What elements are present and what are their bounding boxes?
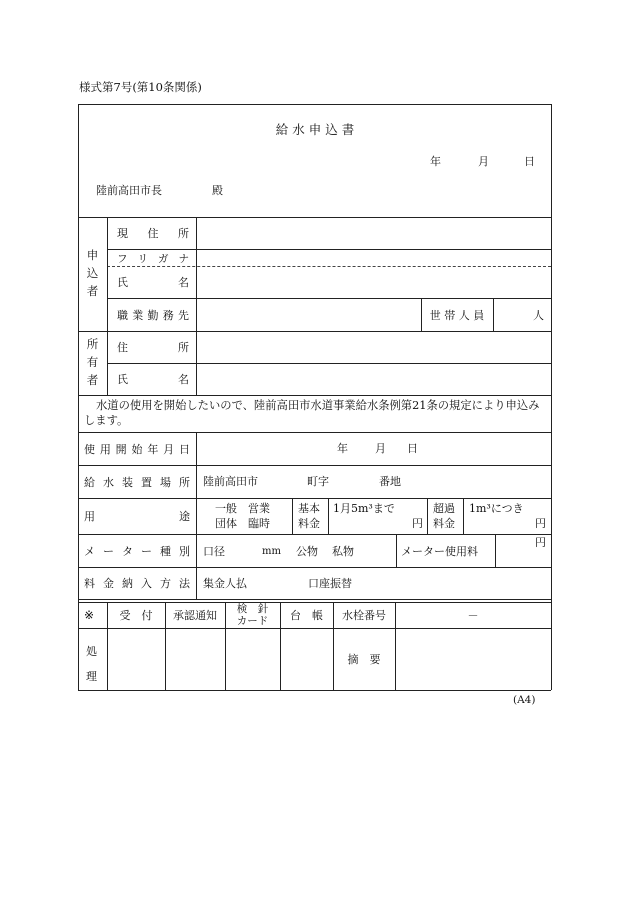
meter-type-label — [84, 534, 190, 567]
text: ー — [141, 544, 152, 558]
text: 氏 — [117, 373, 128, 386]
divider — [396, 534, 397, 567]
text: 住 — [117, 341, 128, 354]
owner-name-label — [117, 363, 189, 395]
text: 方 — [160, 577, 171, 590]
applicant-address-label — [117, 217, 189, 249]
divider — [78, 599, 551, 600]
frame-top-border — [78, 104, 551, 105]
payment-transfer-option[interactable]: 口座振替 — [308, 577, 352, 590]
text: フ — [117, 252, 128, 265]
date-year-label: 年 — [430, 155, 441, 168]
text: 料 — [84, 577, 95, 590]
frame-bottom-border — [78, 690, 551, 691]
text: 納 — [122, 577, 133, 590]
excess-fee-yen: 円 — [535, 517, 546, 530]
text: 込 — [86, 266, 99, 281]
basic-fee-label-1: 基本 — [298, 502, 320, 515]
text: 業 — [132, 308, 144, 322]
text: ナ — [178, 252, 189, 265]
processing-side-2: 理 — [86, 670, 97, 683]
owner-address-label — [117, 331, 189, 363]
divider — [78, 395, 551, 396]
processing-side-1: 処 — [86, 645, 97, 658]
text: 名 — [178, 276, 189, 289]
text: 者 — [86, 283, 99, 298]
payment-collector-option[interactable]: 集金人払 — [203, 577, 247, 590]
meter-caliber-label: 口径 — [203, 545, 225, 558]
excess-fee-label-1: 超過 — [433, 502, 455, 515]
owner-group-label — [78, 331, 107, 395]
text: 給 — [84, 475, 95, 489]
basic-fee-amount: 1月5m³まで — [333, 502, 395, 515]
applicant-name-label — [117, 266, 189, 298]
divider — [328, 498, 329, 534]
text: 申 — [86, 248, 99, 263]
start-date-year: 年 — [337, 442, 348, 455]
text: 現 — [117, 227, 128, 240]
text: 使 — [84, 442, 95, 456]
usage-type-row-2[interactable]: 団体 臨時 — [215, 517, 270, 530]
text: 住 — [147, 227, 159, 240]
approval-notice-header: 承認通知 — [173, 609, 217, 622]
text: 者 — [86, 372, 99, 387]
meter-caliber-unit: mm — [262, 546, 281, 557]
meter-card-header-2: カード — [236, 615, 269, 627]
applicant-furigana-label — [117, 250, 189, 266]
addressee-mayor: 陸前高田市長 — [96, 184, 162, 197]
text: 用 — [99, 442, 111, 456]
paper-size-note: (A4) — [513, 694, 536, 706]
text: 始 — [131, 442, 143, 456]
form-number: 様式第7号(第10条関係) — [79, 80, 202, 94]
applicant-name-field[interactable] — [197, 267, 550, 297]
text: 所 — [86, 337, 99, 352]
owner-address-field[interactable] — [197, 332, 550, 362]
text: リ — [137, 252, 148, 265]
text: 氏 — [117, 276, 128, 289]
text: 入 — [141, 577, 152, 590]
household-size-label: 世 帯 人 員 — [429, 308, 485, 322]
payment-method-label — [84, 567, 190, 599]
text: 途 — [179, 510, 190, 523]
location-city: 陸前高田市 — [203, 475, 258, 488]
frame-right-border — [551, 104, 552, 690]
text: 開 — [115, 442, 127, 456]
text: 所 — [179, 475, 190, 489]
household-size-field[interactable] — [494, 299, 550, 330]
meter-fee-label: メーター使用料 — [401, 545, 478, 558]
text: 務 — [162, 308, 174, 322]
divider — [495, 534, 496, 567]
text: 所 — [178, 341, 189, 354]
applicant-workplace-field[interactable] — [197, 299, 420, 330]
text: 種 — [160, 544, 171, 558]
meter-fee-yen: 円 — [535, 536, 546, 549]
meter-private-option[interactable]: 私物 — [332, 545, 354, 558]
location-field[interactable] — [197, 466, 550, 497]
applicant-furigana-field[interactable] — [197, 250, 550, 265]
location-lot: 番地 — [379, 475, 401, 488]
text: 場 — [160, 475, 171, 489]
date-day-label: 日 — [524, 155, 535, 168]
excess-fee-label-2: 料金 — [433, 517, 455, 530]
divider — [107, 217, 108, 395]
household-unit: 人 — [533, 308, 544, 322]
text: 装 — [122, 475, 133, 489]
applicant-address-field[interactable] — [197, 218, 550, 248]
divider — [463, 498, 464, 534]
applicant-group-label — [78, 217, 107, 331]
usage-type-row-1[interactable]: 一般 営業 — [215, 502, 270, 515]
text: 法 — [179, 577, 190, 590]
addressee-honorific: 殿 — [212, 184, 223, 197]
location-town: 町字 — [307, 475, 329, 488]
text: 有 — [86, 355, 99, 370]
text: 置 — [141, 475, 152, 489]
excess-fee-amount: 1m³につき — [469, 502, 524, 515]
basic-fee-yen: 円 — [412, 517, 423, 530]
applicant-workplace-label — [117, 298, 189, 331]
usage-label — [84, 498, 190, 534]
text: メ — [84, 544, 95, 558]
text: 年 — [147, 442, 159, 456]
statement-line-2: します。 — [84, 414, 129, 427]
divider — [292, 498, 293, 534]
statement-line-1: 水道の使用を開始したいので、陸前高田市水道事業給水条例第21条の規定により申込み — [96, 399, 540, 412]
text: 水 — [103, 475, 114, 489]
date-month-label: 月 — [478, 155, 489, 168]
office-use-mark: ※ — [84, 608, 95, 622]
meter-card-header-1: 検 針 — [236, 603, 269, 615]
text: 金 — [103, 577, 114, 590]
text: 用 — [84, 510, 95, 523]
start-date-day: 日 — [407, 442, 418, 455]
form-title: 給 水 申 込 書 — [275, 122, 355, 137]
text: 名 — [178, 373, 189, 386]
text: ー — [103, 544, 114, 558]
text: タ — [122, 544, 133, 558]
start-date-month: 月 — [375, 442, 386, 455]
ledger-header: 台 帳 — [290, 609, 323, 622]
text: 日 — [178, 442, 190, 456]
owner-name-field[interactable] — [197, 364, 550, 394]
plug-number-header: 水栓番号 — [342, 609, 386, 622]
text: 勤 — [147, 308, 159, 322]
plug-number-field[interactable]: － — [467, 609, 479, 622]
text: ガ — [158, 252, 169, 265]
text: 先 — [178, 308, 189, 322]
basic-fee-label-2: 料金 — [298, 517, 320, 530]
summary-label: 摘 要 — [347, 653, 381, 666]
start-date-label — [84, 432, 190, 465]
text: 月 — [163, 442, 175, 456]
location-label — [84, 465, 190, 498]
text: 所 — [178, 227, 189, 240]
receipt-header: 受 付 — [119, 609, 153, 622]
meter-public-option[interactable]: 公物 — [296, 545, 318, 558]
text: 別 — [179, 544, 190, 558]
start-date-field[interactable] — [197, 433, 550, 464]
divider — [427, 498, 428, 534]
summary-field[interactable] — [396, 629, 550, 689]
text: 職 — [117, 308, 128, 322]
